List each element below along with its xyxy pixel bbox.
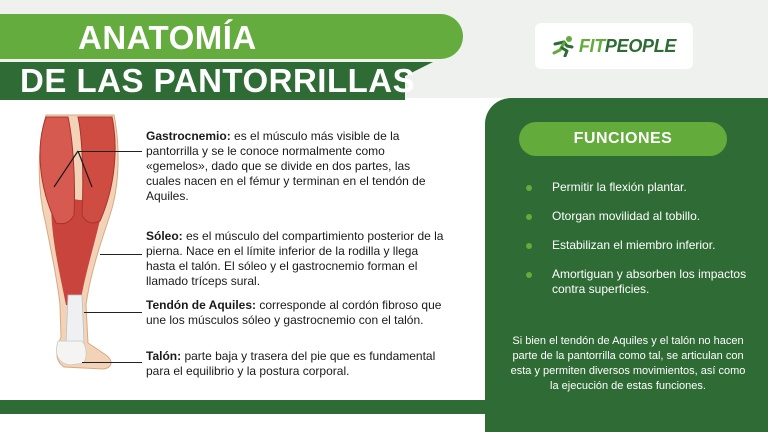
desc-talon	[146, 349, 446, 379]
desc-talon-text: parte baja y trasera del pie que es fundamental para el equilibrio y la postura corporal.	[146, 349, 436, 378]
desc-soleo-name: Sóleo:	[146, 229, 183, 243]
logo-wordmark	[579, 36, 676, 57]
function-item: Otorgan movilidad al tobillo.	[524, 209, 754, 224]
function-item: Permitir la flexión plantar.	[524, 180, 754, 195]
soleo-line	[100, 254, 142, 255]
logo-people: PEOPLE	[604, 35, 677, 56]
desc-tendon	[146, 298, 446, 328]
desc-soleo-text: es el músculo del compartimiento posterior de la pierna. Nace en el límite inferior de la rodilla y llega hasta el talón. El sóleo y el gastrocnemio forman el llamado tríceps sural.	[146, 229, 444, 288]
talon-line	[82, 362, 142, 363]
tendon-line	[84, 312, 142, 313]
function-item: Estabilizan el miembro inferior.	[524, 238, 754, 253]
desc-talon-name: Talón:	[146, 349, 182, 363]
functions-note: Si bien el tendón de Aquiles y el talón no hacen parte de la pantorrilla como tal, se articulan con esta y permiten diversos movimientos, así como la ejecución de estas funciones.	[510, 335, 746, 392]
title-line-2: DE LAS PANTORRILLAS	[20, 62, 416, 99]
footer-bar	[0, 400, 485, 414]
desc-gastrocnemio-text: es el músculo más visible de la pantorrilla y se le conoce normalmente como «gemelos», dado que se divide en dos partes, las cuales nacen en el fémur y terminan en el tendón de Aquiles.	[146, 129, 426, 203]
title-line-1: ANATOMÍA	[78, 19, 257, 56]
functions-heading: FUNCIONES	[519, 122, 727, 156]
desc-gastrocnemio	[146, 129, 446, 204]
functions-list	[524, 180, 754, 297]
desc-tendon-text: corresponde al cordón fibroso que une los músculos sóleo y gastrocnemio con el talón.	[146, 298, 442, 327]
fitpeople-logo	[535, 23, 693, 69]
logo-fit: FIT	[578, 35, 605, 56]
desc-gastrocnemio-name: Gastrocnemio:	[146, 129, 231, 143]
running-person-icon	[552, 35, 576, 57]
gastrocnemio-line	[78, 151, 142, 152]
function-item: Amortiguan y absorben los impactos contra superficies.	[524, 267, 754, 297]
desc-tendon-name: Tendón de Aquiles:	[146, 298, 256, 312]
tendon-aquiles	[66, 295, 84, 343]
calf-illustration	[28, 105, 128, 375]
desc-soleo	[146, 229, 446, 289]
